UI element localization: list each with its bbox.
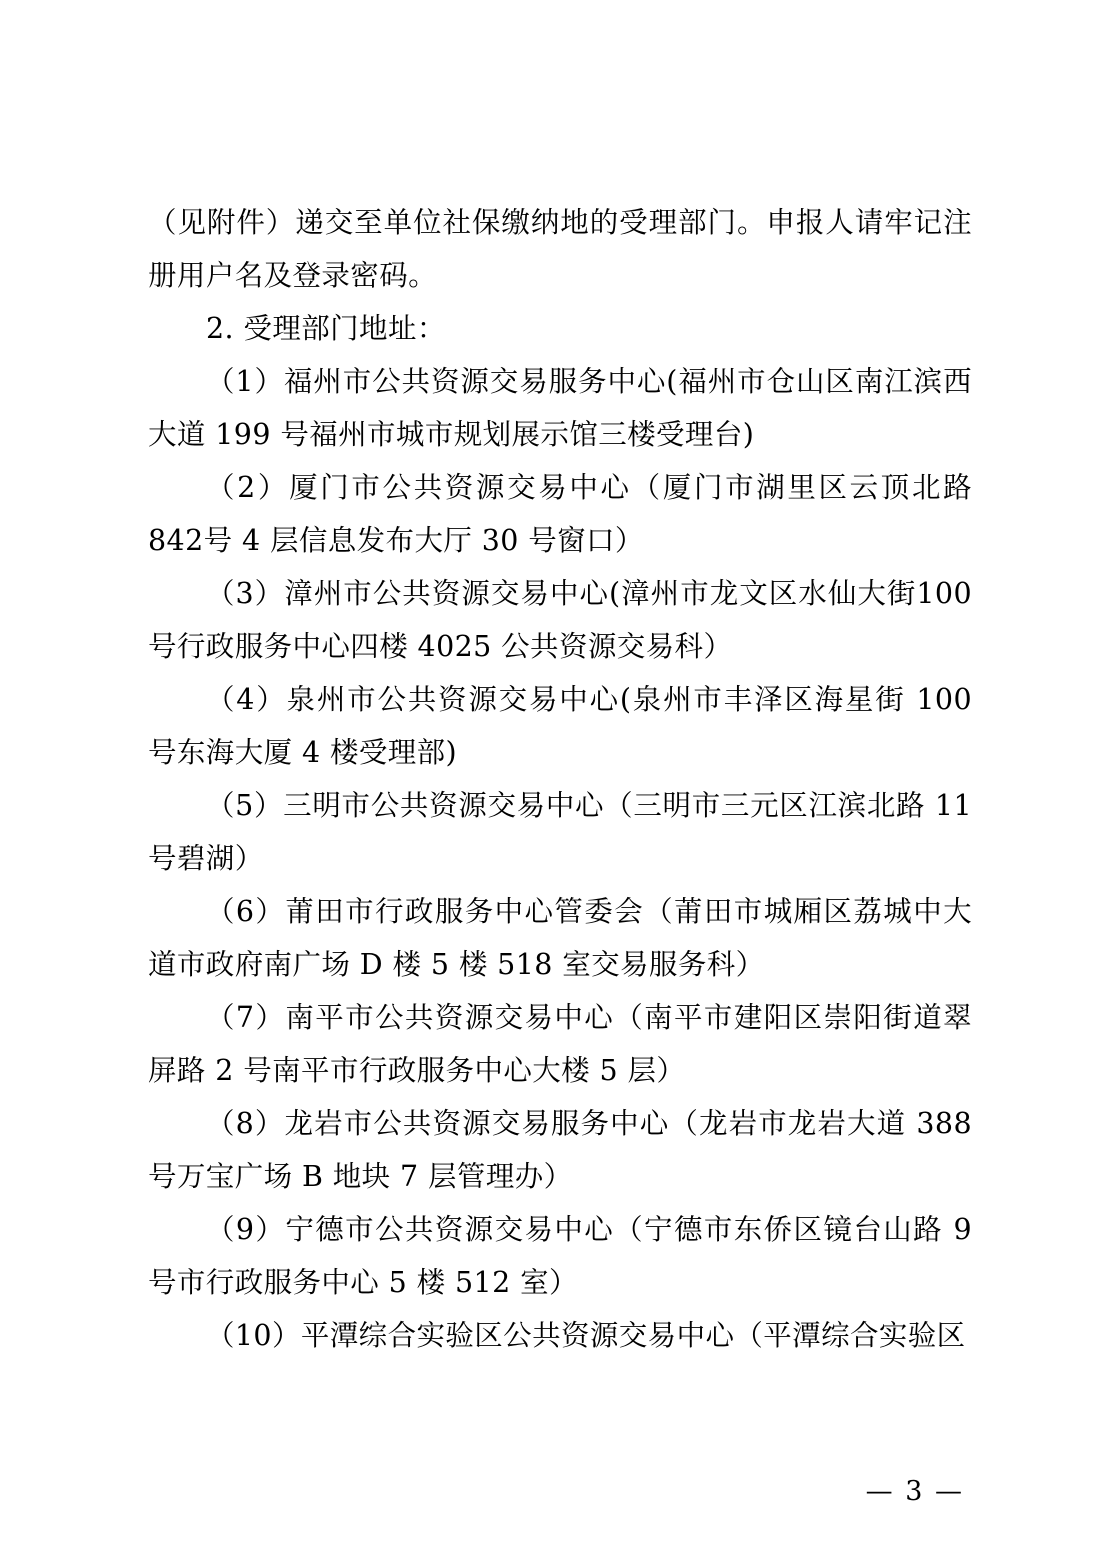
document-body xyxy=(148,196,972,1362)
paragraph-item-6: （6）莆田市行政服务中心管委会（莆田市城厢区荔城中大道市政府南广场 D 楼 5 楼 518 室交易服务科） xyxy=(148,895,972,981)
paragraph-section-2-heading: 2. 受理部门地址： xyxy=(206,312,446,345)
paragraph-item-2: （2）厦门市公共资源交易中心（厦门市湖里区云顶北路842号 4 层信息发布大厅 30 号窗口） xyxy=(148,471,972,557)
paragraph-item-9: （9）宁德市公共资源交易中心（宁德市东侨区镜台山路 9 号市行政服务中心 5 楼 512 室） xyxy=(148,1213,972,1299)
paragraph-item-7: （7）南平市公共资源交易中心（南平市建阳区崇阳街道翠屏路 2 号南平市行政服务中心大楼 5 层） xyxy=(148,1001,972,1087)
paragraph-item-8: （8）龙岩市公共资源交易服务中心（龙岩市龙岩大道 388 号万宝广场 B 地块 7 层管理办） xyxy=(148,1107,972,1193)
page-number: — 3 — xyxy=(865,1476,964,1507)
paragraph-item-4: （4）泉州市公共资源交易中心(泉州市丰泽区海星街 100 号东海大厦 4 楼受理部) xyxy=(148,683,972,769)
paragraph-continuation: （见附件）递交至单位社保缴纳地的受理部门。申报人请牢记注册用户名及登录密码。 xyxy=(148,206,972,292)
paragraph-item-1: （1）福州市公共资源交易服务中心(福州市仓山区南江滨西大道 199 号福州市城市规划展示馆三楼受理台) xyxy=(148,365,972,451)
paragraph-item-3: （3）漳州市公共资源交易中心(漳州市龙文区水仙大街100号行政服务中心四楼 4025 公共资源交易科） xyxy=(148,577,972,663)
paragraph-item-5: （5）三明市公共资源交易中心（三明市三元区江滨北路 11 号碧湖） xyxy=(148,789,972,875)
paragraph-item-10: （10）平潭综合实验区公共资源交易中心（平潭综合实验区 xyxy=(206,1319,966,1352)
